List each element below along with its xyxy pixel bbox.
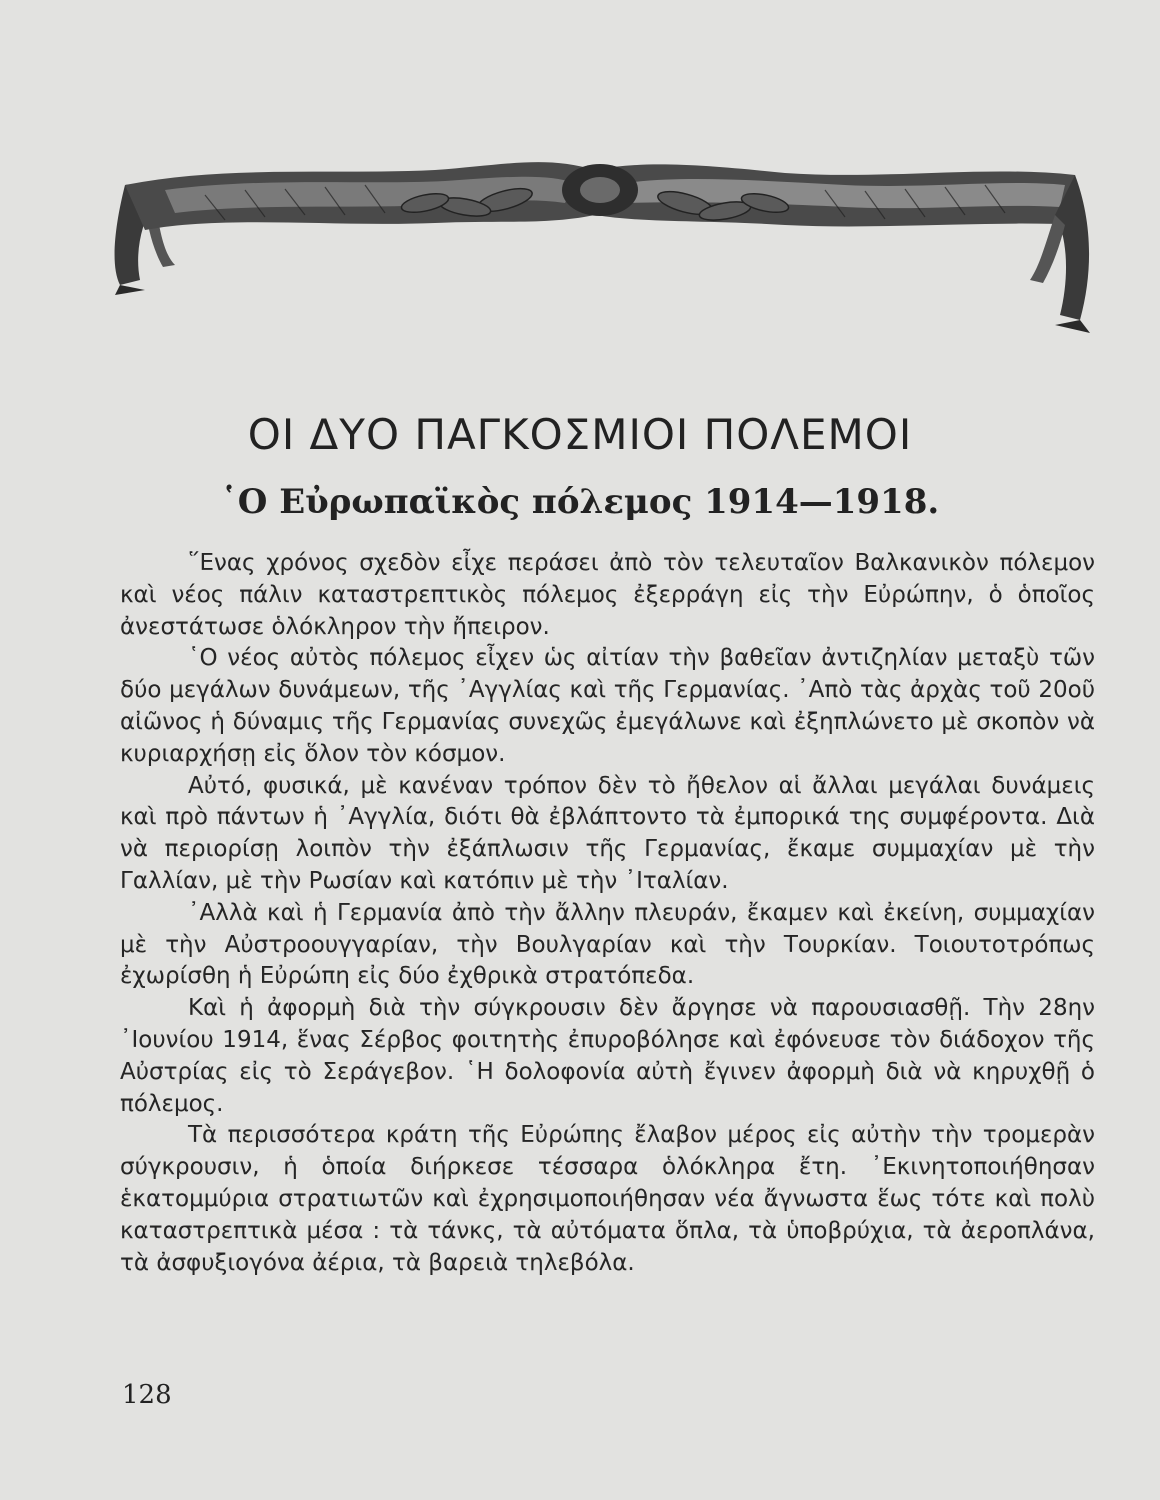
page-title: ΟΙ ΔΥΟ ΠΑΓΚΟΣΜΙΟΙ ΠΟΛΕΜΟΙ (247, 410, 913, 459)
ribbon-laurel-ornament (105, 145, 1095, 335)
paragraph: Καὶ ἡ ἀφορμὴ διὰ τὴν σύγκρουσιν δὲν ἄργησε νὰ παρουσιασθῇ. Τὴν 28ην ᾿Ιουνίου 1914, ἕνας Σέρβος φοιτητὴς ἐπυροβόλησε καὶ ἐφόνευσε τὸν διάδοχον τῆς Αὐστρίας εἰς τὸ Σεράγεβον. ῾Η δολοφονία αὐτὴ ἔγινεν ἀφορμὴ διὰ νὰ κηρυχθῇ ὁ πόλεμος. (120, 995, 1095, 1117)
page-number: 128 (122, 1380, 172, 1410)
paragraph: ῞Ενας χρόνος σχεδὸν εἶχε περάσει ἀπὸ τὸν τελευταῖον Βαλκανικὸν πόλεμον καὶ νέος πάλιν καταστρεπτικὸς πόλεμος ἐξερράγη εἰς τὴν Εὐρώπην, ὁ ὁποῖος ἀνεστάτωσε ὁλόκληρον τὴν ἤπειρον. (120, 550, 1095, 640)
section-subtitle: ῾Ο Εὐρωπαϊκὸς πόλεμος 1914—1918. (220, 482, 940, 522)
paragraph: ᾿Αλλὰ καὶ ἡ Γερμανία ἀπὸ τὴν ἄλλην πλευράν, ἔκαμεν καὶ ἐκείνη, συμμαχίαν μὲ τὴν Αὐστροουγγαρίαν, τὴν Βουλγαρίαν καὶ τὴν Τουρκίαν. Τοιουτοτρόπως ἐχωρίσθη ἡ Εὐρώπη εἰς δύο ἐχθρικὰ στρατόπεδα. (120, 899, 1095, 990)
paragraph: Αὐτό, φυσικά, μὲ κανέναν τρόπον δὲν τὸ ἤθελον αἱ ἄλλαι μεγάλαι δυνάμεις καὶ πρὸ πάντων ἡ ᾿Αγγλία, διότι θὰ ἐβλάπτοντο τὰ ἐμπορικά της συμφέροντα. Διὰ νὰ περιορίσῃ λοιπὸν τὴν ἐξάπλωσιν τῆς Γερμανίας, ἔκαμε συμμαχίαν μὲ τὴν Γαλλίαν, μὲ τὴν Ρωσίαν καὶ κατόπιν μὲ τὴν ᾿Ιταλίαν. (120, 772, 1095, 894)
body-text (120, 548, 1095, 1279)
paragraph: ῾Ο νέος αὐτὸς πόλεμος εἶχεν ὡς αἰτίαν τὴν βαθεῖαν ἀντιζηλίαν μεταξὺ τῶν δύο μεγάλων δυνάμεων, τῆς ᾿Αγγλίας καὶ τῆς Γερμανίας. ᾿Απὸ τὰς ἀρχὰς τοῦ 20οῦ αἰῶνος ἡ δύναμις τῆς Γερμανίας συνεχῶς ἐμεγάλωνε καὶ ἐξηπλώνετο μὲ σκοπὸν νὰ κυριαρχήσῃ εἰς ὅλον τὸν κόσμον. (120, 645, 1095, 767)
paragraph: Τὰ περισσότερα κράτη τῆς Εὐρώπης ἔλαβον μέρος εἰς αὐτὴν τὴν τρομερὰν σύγκρουσιν, ἡ ὁποία διήρκεσε τέσσαρα ὁλόκληρα ἔτη. ᾿Εκινητοποιήθησαν ἑκατομμύρια στρατιωτῶν καὶ ἐχρησιμοποιήθησαν νέα ἄγνωστα ἕως τότε καὶ πολὺ καταστρεπτικὰ μέσα : τὰ τάνκς, τὰ αὐτόματα ὅπλα, τὰ ὑποβρύχια, τὰ ἀεροπλάνα, τὰ ἀσφυξιογόνα ἀέρια, τὰ βαρειὰ τηλεβόλα. (120, 1122, 1095, 1276)
